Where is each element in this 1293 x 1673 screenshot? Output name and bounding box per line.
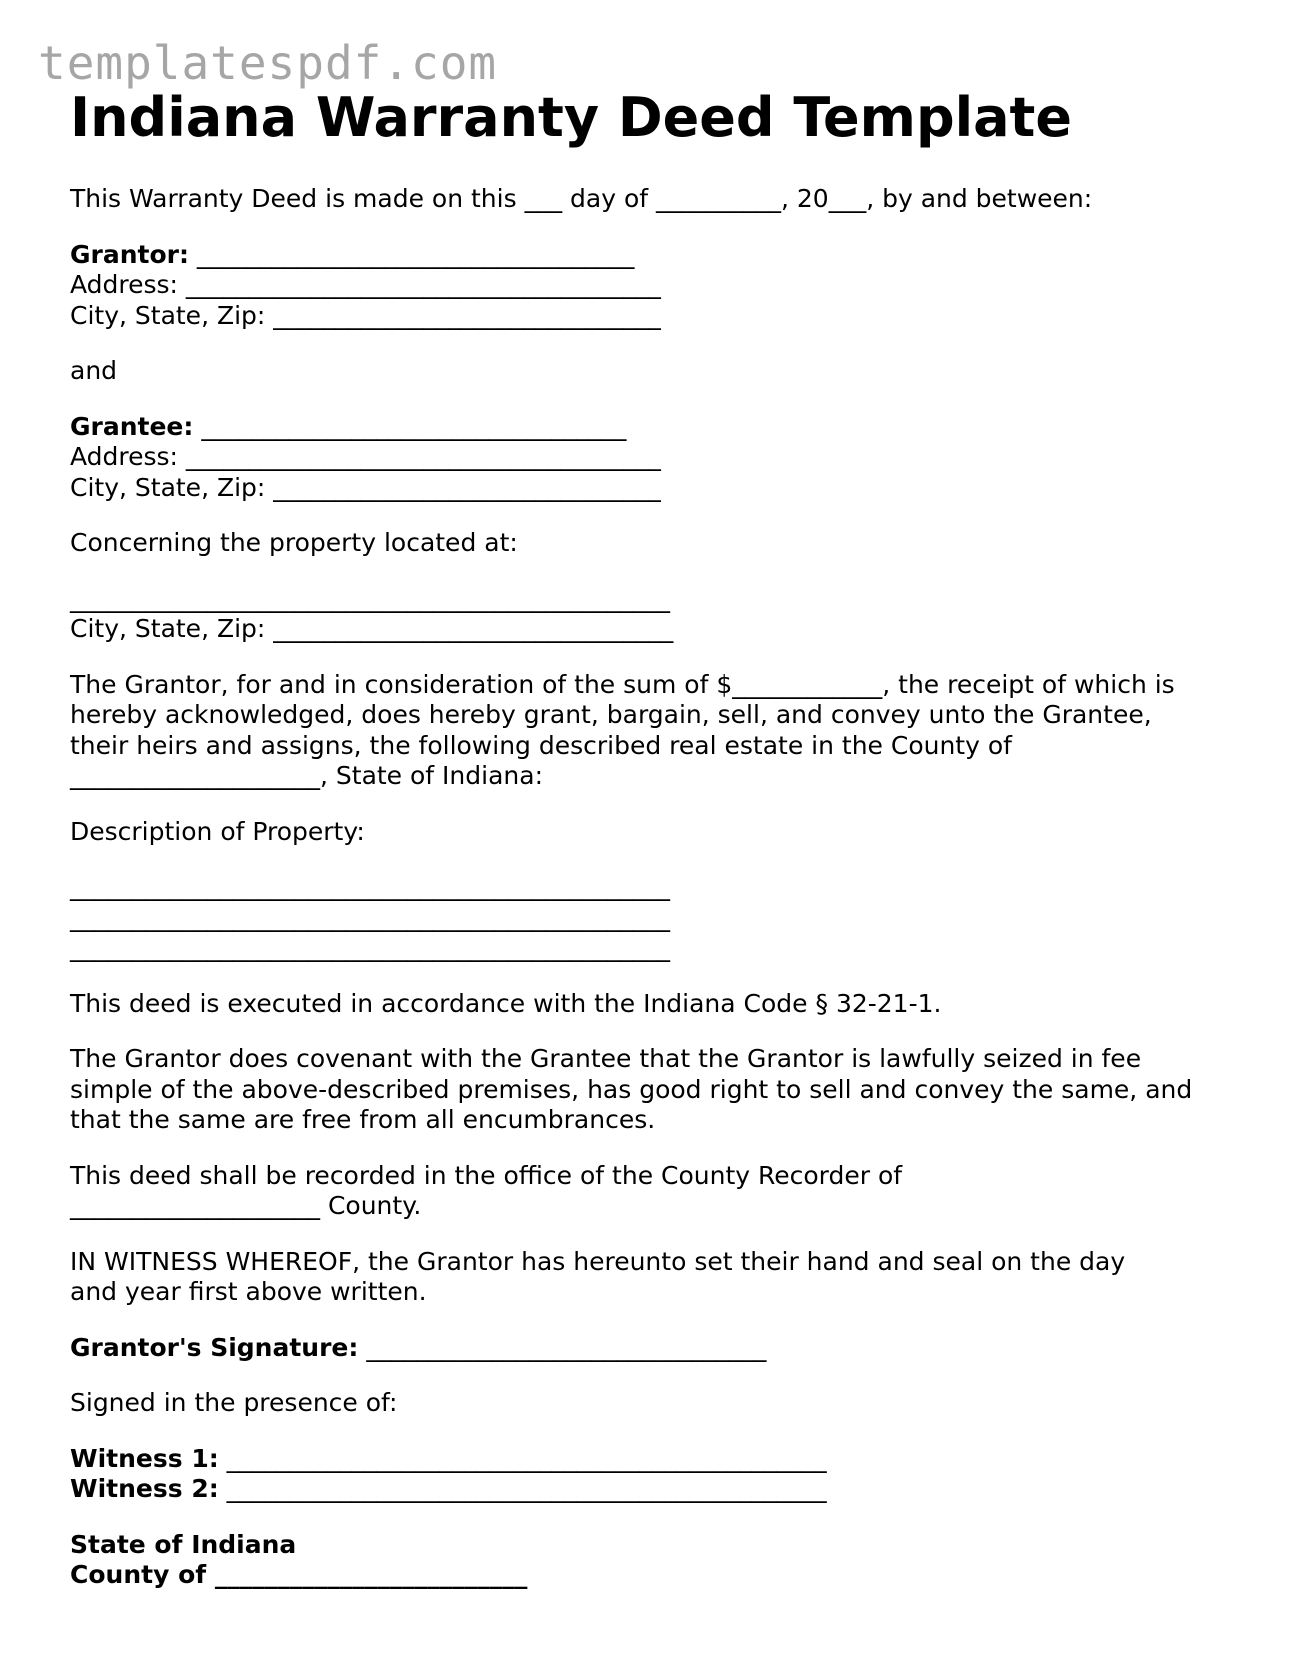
- covenant-text: The Grantor does covenant with the Grantee that the Grantor is lawfully seized in fee simple of the above-described premises, has good right to sell and convey the same, and that the same are free from all encumbrances.: [70, 1044, 1193, 1134]
- description-heading-paragraph: [70, 817, 1230, 848]
- consideration-paragraph: [70, 670, 1230, 792]
- presence-paragraph: [70, 1388, 1230, 1419]
- notary-county-field[interactable]: _________________________: [206, 1560, 528, 1589]
- property-heading-paragraph: [70, 528, 1230, 559]
- recorded-paragraph: [70, 1161, 1230, 1222]
- grantor-address-field[interactable]: Address: ______________________________________: [70, 270, 661, 299]
- covenant-paragraph: [70, 1044, 1230, 1136]
- witness-whereof-text: IN WITNESS WHEREOF, the Grantor has hereunto set their hand and seal on the day and year first above written.: [70, 1246, 1126, 1306]
- grantee-block: [70, 412, 1230, 504]
- description-heading: Description of Property:: [70, 816, 365, 846]
- grantee-city-field[interactable]: City, State, Zip: _______________________________: [70, 472, 661, 502]
- grantee-name-line: [70, 412, 1230, 443]
- property-city-field[interactable]: City, State, Zip: ________________________________: [70, 614, 674, 643]
- recorded-text: This deed shall be recorded in the office of the County Recorder of ____________________ County.: [70, 1160, 903, 1220]
- and-text: and: [70, 356, 118, 385]
- witness-line: [70, 1474, 1230, 1505]
- notary-county-label: County of: [70, 1560, 207, 1589]
- signature-field[interactable]: ________________________________: [358, 1332, 767, 1362]
- signature-label: Grantor's Signature:: [70, 1332, 359, 1362]
- presence-text: Signed in the presence of:: [70, 1388, 398, 1417]
- signature-paragraph: [70, 1333, 1230, 1364]
- code-paragraph: [70, 989, 1230, 1020]
- intro-text: This Warranty Deed is made on this ___ day of __________, 20___, by and between:: [70, 184, 1093, 213]
- witness-label: Witness 1:: [70, 1443, 219, 1473]
- grantee-label: Grantee:: [70, 411, 194, 441]
- grantor-city-field[interactable]: City, State, Zip: _______________________________: [70, 300, 661, 330]
- description-lines-block: [70, 872, 1230, 964]
- property-address-field[interactable]: ________________________________________________: [70, 583, 670, 613]
- grantor-name-field[interactable]: ___________________________________: [188, 239, 635, 269]
- and-paragraph: [70, 356, 1230, 387]
- description-line-field[interactable]: ________________________________________________: [70, 933, 670, 962]
- witness-line: [70, 1444, 1230, 1475]
- witness-field[interactable]: ________________________________________________: [218, 1474, 827, 1503]
- grantor-label: Grantor:: [70, 239, 189, 269]
- notary-county-line: [70, 1560, 1230, 1591]
- grantee-name-field[interactable]: __________________________________: [193, 411, 627, 441]
- watermark: templatespdf.com: [38, 36, 498, 90]
- witnesses-block: [70, 1444, 1230, 1505]
- grantee-address-field[interactable]: Address: ______________________________________: [70, 442, 661, 471]
- grantor-block: [70, 240, 1230, 332]
- signature-line: [70, 1333, 1230, 1364]
- witness-field[interactable]: ________________________________________________: [218, 1443, 827, 1473]
- notary-block: [70, 1530, 1230, 1591]
- page-title: Indiana Warranty Deed Template: [70, 86, 1072, 149]
- witness-whereof-paragraph: [70, 1247, 1230, 1308]
- grantor-name-line: [70, 240, 1230, 271]
- witness-label: Witness 2:: [70, 1474, 219, 1503]
- description-line-field[interactable]: ________________________________________________: [70, 872, 670, 901]
- deed-body: [70, 184, 1230, 1616]
- intro-paragraph: [70, 184, 1230, 215]
- code-text: This deed is executed in accordance with the Indiana Code § 32-21-1.: [70, 988, 942, 1018]
- property-heading: Concerning the property located at:: [70, 528, 518, 557]
- description-line-field[interactable]: ________________________________________________: [70, 902, 670, 932]
- property-address-block: [70, 584, 1230, 645]
- consideration-text: The Grantor, for and in consideration of the sum of $____________, the receipt of which is hereby acknowledged, does hereby grant, bargain, sell, and convey unto the Grantee, their heirs and assigns, the following described real estate in the County of ____________________, State of Indiana:: [70, 669, 1175, 790]
- notary-state: State of Indiana: [70, 1529, 297, 1559]
